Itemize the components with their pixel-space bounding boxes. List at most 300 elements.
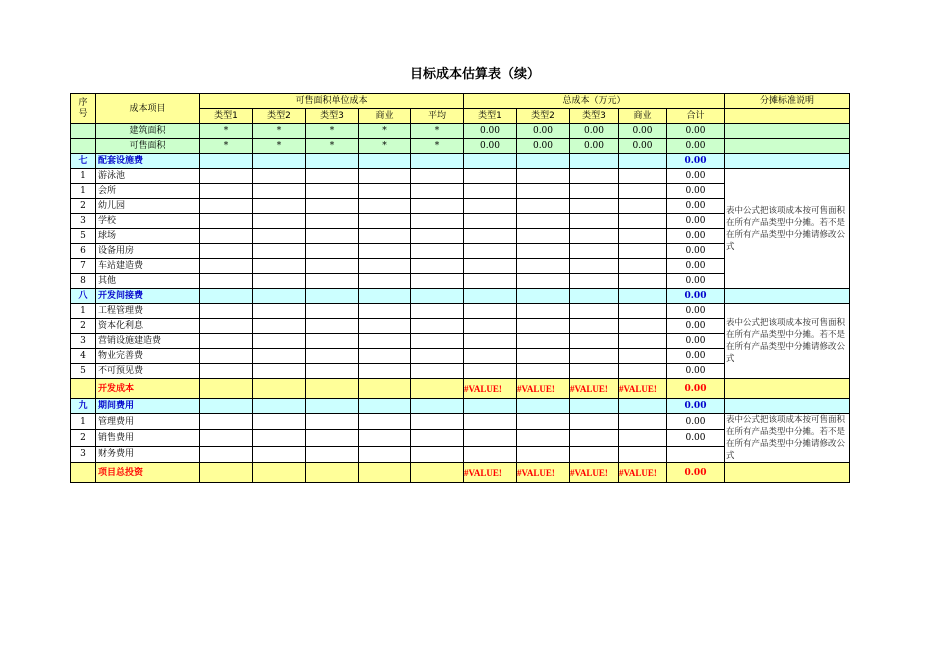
error-value-cell: #VALUE!	[570, 379, 619, 399]
error-value-cell: #VALUE!	[619, 463, 667, 483]
empty-cell	[464, 214, 517, 229]
empty-cell	[306, 154, 359, 169]
empty-cell	[306, 229, 359, 244]
item-number: 1	[71, 414, 96, 430]
empty-cell	[570, 244, 619, 259]
unit-cost-cell: *	[359, 139, 411, 154]
empty-cell	[411, 244, 464, 259]
empty-cell	[411, 184, 464, 199]
empty-cell	[411, 349, 464, 364]
empty-cell	[306, 379, 359, 399]
area-label: 可售面积	[96, 139, 200, 154]
empty-cell	[570, 364, 619, 379]
item-number: 3	[71, 214, 96, 229]
item-total: 0.00	[667, 259, 725, 274]
note-cell	[725, 463, 850, 483]
empty-cell	[619, 289, 667, 304]
section-code: 九	[71, 399, 96, 414]
empty-cell	[464, 430, 517, 446]
empty-cell	[464, 319, 517, 334]
item-number: 3	[71, 334, 96, 349]
empty-cell	[517, 446, 570, 462]
total-col-header: 类型1	[464, 109, 517, 124]
empty-cell	[517, 229, 570, 244]
empty-cell	[570, 154, 619, 169]
empty-cell	[517, 414, 570, 430]
empty-cell	[200, 214, 253, 229]
empty-cell	[253, 430, 306, 446]
empty-cell	[517, 289, 570, 304]
empty-cell	[411, 274, 464, 289]
item-total: 0.00	[667, 304, 725, 319]
error-value-cell: #VALUE!	[570, 463, 619, 483]
empty-cell	[411, 289, 464, 304]
empty-cell	[570, 199, 619, 214]
empty-cell	[570, 259, 619, 274]
empty-cell	[464, 289, 517, 304]
empty-cell	[517, 304, 570, 319]
note-header: 分摊标准说明	[725, 94, 850, 109]
unit-cost-cell: *	[411, 124, 464, 139]
empty-cell	[359, 349, 411, 364]
empty-cell	[359, 463, 411, 483]
item-name: 物业完善费	[96, 349, 200, 364]
empty-cell	[464, 229, 517, 244]
seq-cell	[71, 463, 96, 483]
empty-cell	[464, 244, 517, 259]
empty-cell	[464, 364, 517, 379]
empty-cell	[464, 184, 517, 199]
empty-cell	[411, 214, 464, 229]
empty-cell	[359, 379, 411, 399]
empty-cell	[306, 430, 359, 446]
item-total: 0.00	[667, 199, 725, 214]
empty-cell	[619, 214, 667, 229]
empty-cell	[306, 304, 359, 319]
empty-cell	[253, 334, 306, 349]
empty-cell	[517, 274, 570, 289]
empty-cell	[570, 304, 619, 319]
empty-cell	[619, 274, 667, 289]
total-cost-cell: 0.00	[464, 124, 517, 139]
empty-cell	[200, 414, 253, 430]
total-cost-cell: 0.00	[667, 139, 725, 154]
item-total: 0.00	[667, 229, 725, 244]
empty-cell	[200, 169, 253, 184]
section-code: 八	[71, 289, 96, 304]
allocation-note: 表中公式把该项成本按可售面积在所有产品类型中分摊。若不是在所有产品类型中分摊请修改公式	[725, 169, 850, 289]
total-col-header: 合计	[667, 109, 725, 124]
empty-cell	[200, 364, 253, 379]
empty-cell	[570, 319, 619, 334]
section-name: 期间费用	[96, 399, 200, 414]
empty-cell	[359, 319, 411, 334]
empty-cell	[306, 289, 359, 304]
note-cell	[725, 399, 850, 414]
empty-cell	[200, 289, 253, 304]
empty-cell	[411, 414, 464, 430]
seq-cell	[71, 124, 96, 139]
empty-cell	[253, 319, 306, 334]
empty-cell	[570, 289, 619, 304]
item-number: 2	[71, 199, 96, 214]
empty-cell	[200, 274, 253, 289]
empty-cell	[200, 446, 253, 462]
empty-cell	[570, 169, 619, 184]
item-name: 游泳池	[96, 169, 200, 184]
empty-cell	[570, 229, 619, 244]
area-row	[71, 139, 850, 154]
note-header-spacer	[725, 109, 850, 124]
section-header-row	[71, 289, 850, 304]
section-sum: 0.00	[667, 289, 725, 304]
empty-cell	[411, 463, 464, 483]
empty-cell	[517, 334, 570, 349]
empty-cell	[200, 229, 253, 244]
list-item	[71, 414, 850, 430]
empty-cell	[253, 259, 306, 274]
empty-cell	[517, 364, 570, 379]
empty-cell	[253, 446, 306, 462]
empty-cell	[517, 154, 570, 169]
empty-cell	[411, 430, 464, 446]
empty-cell	[306, 244, 359, 259]
empty-cell	[464, 259, 517, 274]
empty-cell	[359, 304, 411, 319]
total-cost-cell: 0.00	[619, 139, 667, 154]
note-cell	[725, 379, 850, 399]
item-number: 4	[71, 349, 96, 364]
empty-cell	[464, 199, 517, 214]
item-total: 0.00	[667, 334, 725, 349]
empty-cell	[411, 446, 464, 462]
error-value-cell: #VALUE!	[619, 379, 667, 399]
empty-cell	[253, 414, 306, 430]
empty-cell	[619, 446, 667, 462]
empty-cell	[200, 199, 253, 214]
empty-cell	[411, 319, 464, 334]
empty-cell	[359, 244, 411, 259]
empty-cell	[619, 244, 667, 259]
empty-cell	[517, 169, 570, 184]
total-cost-cell: 0.00	[517, 139, 570, 154]
empty-cell	[253, 214, 306, 229]
empty-cell	[411, 169, 464, 184]
empty-cell	[200, 259, 253, 274]
total-col-header: 商业	[619, 109, 667, 124]
error-value-cell: #VALUE!	[464, 463, 517, 483]
empty-cell	[253, 244, 306, 259]
item-number: 6	[71, 244, 96, 259]
empty-cell	[253, 399, 306, 414]
item-name: 工程管理费	[96, 304, 200, 319]
total-col-header: 类型3	[570, 109, 619, 124]
unit-cost-cell: *	[253, 139, 306, 154]
item-name: 幼儿园	[96, 199, 200, 214]
empty-cell	[200, 430, 253, 446]
empty-cell	[570, 214, 619, 229]
empty-cell	[619, 430, 667, 446]
empty-cell	[570, 349, 619, 364]
item-name: 销售费用	[96, 430, 200, 446]
item-number: 7	[71, 259, 96, 274]
empty-cell	[359, 184, 411, 199]
item-name: 不可预见费	[96, 364, 200, 379]
empty-cell	[253, 379, 306, 399]
item-name: 会所	[96, 184, 200, 199]
empty-cell	[517, 244, 570, 259]
empty-cell	[411, 304, 464, 319]
empty-cell	[464, 446, 517, 462]
note-cell	[725, 289, 850, 304]
item-total: 0.00	[667, 414, 725, 430]
empty-cell	[464, 414, 517, 430]
empty-cell	[570, 430, 619, 446]
item-name: 管理费用	[96, 414, 200, 430]
item-total: 0.00	[667, 169, 725, 184]
empty-cell	[517, 349, 570, 364]
empty-cell	[464, 169, 517, 184]
empty-cell	[464, 304, 517, 319]
empty-cell	[464, 399, 517, 414]
empty-cell	[619, 259, 667, 274]
empty-cell	[306, 319, 359, 334]
item-number: 2	[71, 430, 96, 446]
empty-cell	[359, 274, 411, 289]
empty-cell	[306, 349, 359, 364]
cost-estimate-table	[70, 93, 850, 483]
item-total: 0.00	[667, 184, 725, 199]
note-cell	[725, 139, 850, 154]
item-name: 学校	[96, 214, 200, 229]
section-sum: 0.00	[667, 154, 725, 169]
unit-cost-cell: *	[411, 139, 464, 154]
empty-cell	[253, 289, 306, 304]
empty-cell	[200, 184, 253, 199]
item-number: 8	[71, 274, 96, 289]
item-name: 其他	[96, 274, 200, 289]
note-cell	[725, 124, 850, 139]
empty-cell	[359, 169, 411, 184]
empty-cell	[306, 399, 359, 414]
total-cost-cell: 0.00	[667, 124, 725, 139]
empty-cell	[200, 244, 253, 259]
empty-cell	[306, 169, 359, 184]
empty-cell	[619, 184, 667, 199]
empty-cell	[306, 463, 359, 483]
unit-col-header: 类型2	[253, 109, 306, 124]
empty-cell	[411, 379, 464, 399]
empty-cell	[253, 199, 306, 214]
empty-cell	[464, 154, 517, 169]
item-number: 1	[71, 184, 96, 199]
empty-cell	[411, 259, 464, 274]
section-header-row	[71, 399, 850, 414]
item-number: 1	[71, 169, 96, 184]
empty-cell	[359, 414, 411, 430]
unit-col-header: 类型1	[200, 109, 253, 124]
item-name: 财务费用	[96, 446, 200, 462]
empty-cell	[619, 229, 667, 244]
error-value-cell: #VALUE!	[517, 463, 570, 483]
empty-cell	[306, 274, 359, 289]
item-total: 0.00	[667, 349, 725, 364]
empty-cell	[253, 154, 306, 169]
empty-cell	[253, 184, 306, 199]
total-row	[71, 379, 850, 399]
empty-cell	[517, 259, 570, 274]
empty-cell	[359, 154, 411, 169]
unit-cost-cell: *	[200, 139, 253, 154]
empty-cell	[359, 430, 411, 446]
empty-cell	[253, 364, 306, 379]
section-sum: 0.00	[667, 399, 725, 414]
area-row	[71, 124, 850, 139]
empty-cell	[411, 229, 464, 244]
total-cost-cell: 0.00	[517, 124, 570, 139]
empty-cell	[517, 430, 570, 446]
item-total: 0.00	[667, 244, 725, 259]
seq-header-text: 序 号	[78, 97, 88, 119]
empty-cell	[359, 229, 411, 244]
empty-cell	[359, 214, 411, 229]
total-label: 项目总投资	[96, 463, 200, 483]
section-name: 配套设施费	[96, 154, 200, 169]
empty-cell	[306, 259, 359, 274]
empty-cell	[359, 364, 411, 379]
empty-cell	[306, 214, 359, 229]
item-name: 营销设施建造费	[96, 334, 200, 349]
empty-cell	[411, 154, 464, 169]
empty-cell	[200, 379, 253, 399]
unit-cost-cell: *	[200, 124, 253, 139]
empty-cell	[253, 229, 306, 244]
section-code: 七	[71, 154, 96, 169]
empty-cell	[253, 304, 306, 319]
item-number: 2	[71, 319, 96, 334]
empty-cell	[306, 184, 359, 199]
empty-cell	[306, 414, 359, 430]
empty-cell	[359, 199, 411, 214]
empty-cell	[464, 349, 517, 364]
section-name: 开发间接费	[96, 289, 200, 304]
empty-cell	[619, 304, 667, 319]
empty-cell	[200, 319, 253, 334]
empty-cell	[411, 399, 464, 414]
unit-cost-cell: *	[253, 124, 306, 139]
item-total: 0.00	[667, 214, 725, 229]
empty-cell	[619, 349, 667, 364]
item-number: 1	[71, 304, 96, 319]
total-cost-cell: 0.00	[464, 139, 517, 154]
item-name: 资本化利息	[96, 319, 200, 334]
item-name: 车站建造费	[96, 259, 200, 274]
total-cost-cell: 0.00	[570, 124, 619, 139]
section-header-row	[71, 154, 850, 169]
item-number: 5	[71, 229, 96, 244]
empty-cell	[359, 334, 411, 349]
empty-cell	[619, 334, 667, 349]
empty-cell	[517, 184, 570, 199]
unit-cost-group-header: 可售面积单位成本	[200, 94, 464, 109]
seq-cell	[71, 139, 96, 154]
empty-cell	[517, 399, 570, 414]
empty-cell	[517, 319, 570, 334]
total-cost-cell: 0.00	[619, 124, 667, 139]
page-title: 目标成本估算表（续）	[409, 67, 540, 82]
item-total: 0.00	[667, 430, 725, 446]
empty-cell	[359, 259, 411, 274]
total-cost-group-header: 总成本（万元）	[464, 94, 725, 109]
total-row	[71, 463, 850, 483]
item-number: 5	[71, 364, 96, 379]
item-total	[667, 446, 725, 462]
empty-cell	[359, 446, 411, 462]
total-cost-cell: 0.00	[570, 139, 619, 154]
item-header: 成本项目	[96, 94, 200, 124]
error-value-cell: #VALUE!	[464, 379, 517, 399]
empty-cell	[619, 414, 667, 430]
empty-cell	[570, 446, 619, 462]
unit-col-header: 商业	[359, 109, 411, 124]
empty-cell	[359, 289, 411, 304]
empty-cell	[619, 169, 667, 184]
empty-cell	[359, 399, 411, 414]
seq-cell	[71, 379, 96, 399]
empty-cell	[200, 334, 253, 349]
empty-cell	[517, 199, 570, 214]
empty-cell	[570, 274, 619, 289]
allocation-note: 表中公式把该项成本按可售面积在所有产品类型中分摊。若不是在所有产品类型中分摊请修改公式	[725, 414, 850, 463]
item-total: 0.00	[667, 274, 725, 289]
empty-cell	[619, 399, 667, 414]
list-item	[71, 169, 850, 184]
empty-cell	[570, 184, 619, 199]
empty-cell	[253, 463, 306, 483]
unit-cost-cell: *	[306, 124, 359, 139]
total-label: 开发成本	[96, 379, 200, 399]
empty-cell	[570, 414, 619, 430]
note-cell	[725, 154, 850, 169]
empty-cell	[200, 399, 253, 414]
area-label: 建筑面积	[96, 124, 200, 139]
empty-cell	[570, 334, 619, 349]
total-col-header: 类型2	[517, 109, 570, 124]
unit-col-header: 平均	[411, 109, 464, 124]
empty-cell	[619, 154, 667, 169]
item-name: 设备用房	[96, 244, 200, 259]
empty-cell	[517, 214, 570, 229]
empty-cell	[253, 169, 306, 184]
item-name: 球场	[96, 229, 200, 244]
empty-cell	[253, 274, 306, 289]
empty-cell	[411, 364, 464, 379]
empty-cell	[619, 319, 667, 334]
header-row-1	[71, 94, 850, 109]
total-sum: 0.00	[667, 463, 725, 483]
empty-cell	[411, 334, 464, 349]
empty-cell	[253, 349, 306, 364]
empty-cell	[570, 399, 619, 414]
unit-cost-cell: *	[306, 139, 359, 154]
empty-cell	[619, 199, 667, 214]
empty-cell	[306, 446, 359, 462]
allocation-note: 表中公式把该项成本按可售面积在所有产品类型中分摊。若不是在所有产品类型中分摊请修改公式	[725, 304, 850, 379]
total-sum: 0.00	[667, 379, 725, 399]
item-total: 0.00	[667, 319, 725, 334]
empty-cell	[464, 274, 517, 289]
empty-cell	[411, 199, 464, 214]
